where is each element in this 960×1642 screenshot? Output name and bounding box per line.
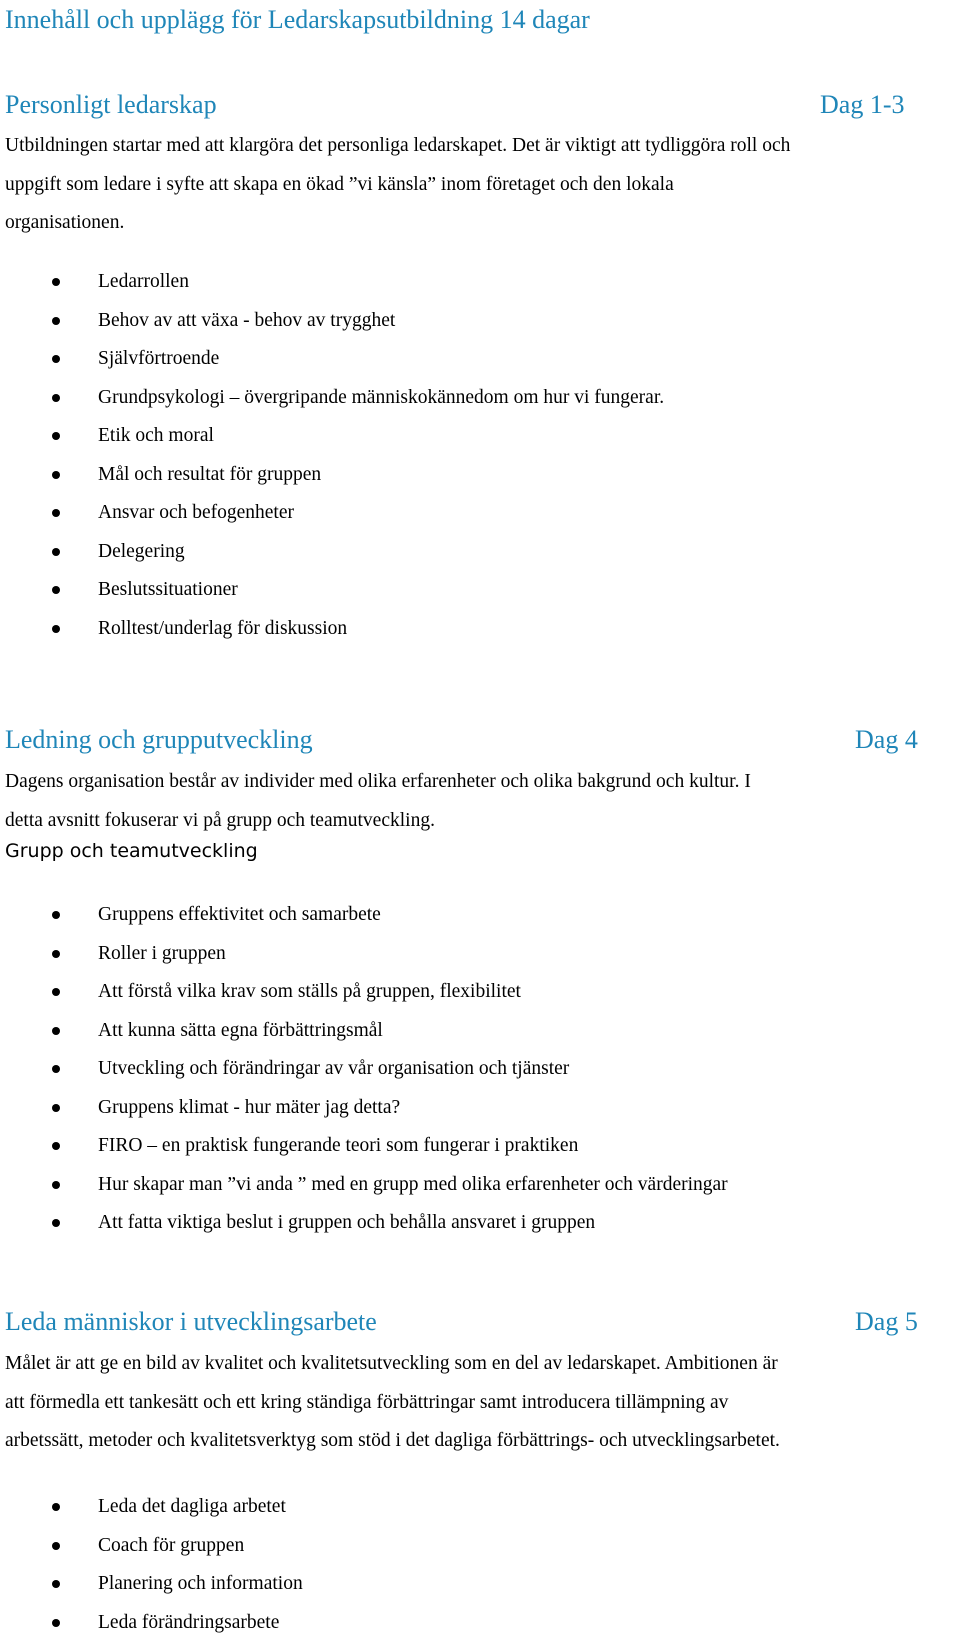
bullet-icon bbox=[52, 625, 60, 633]
intro-line: Dagens organisation består av individer med olika erfarenheter och olika bakgrund och kultur. I bbox=[5, 763, 955, 802]
bullet-icon bbox=[52, 1104, 60, 1112]
section-header-personligt-ledarskap bbox=[5, 87, 925, 123]
section-header-ledning-och-grupputveckling bbox=[5, 722, 925, 758]
intro-line: organisationen. bbox=[5, 204, 955, 243]
list-item-text: Ledarrollen bbox=[98, 263, 189, 302]
intro-line: uppgift som ledare i syfte att skapa en ökad ”vi känsla” inom företaget och den lokala bbox=[5, 166, 955, 205]
list-item-text: Planering och information bbox=[98, 1565, 303, 1604]
list-item-text: Gruppens effektivitet och samarbete bbox=[98, 896, 381, 935]
section-intro bbox=[5, 127, 955, 243]
list-item-text: Självförtroende bbox=[98, 340, 219, 379]
bullet-icon bbox=[52, 911, 60, 919]
section-title: Leda människor i utvecklingsarbete bbox=[5, 1304, 377, 1340]
list-item-text: Att förstå vilka krav som ställs på gruppen, flexibilitet bbox=[98, 973, 521, 1012]
bullet-icon bbox=[52, 548, 60, 556]
bullet-icon bbox=[52, 1219, 60, 1227]
intro-line: arbetssätt, metoder och kvalitetsverktyg som stöd i det dagliga förbättrings- och utvecklingsarbetet. bbox=[5, 1422, 955, 1461]
intro-line: Målet är att ge en bild av kvalitet och kvalitetsutveckling som en del av ledarskapet. Ambitionen är bbox=[5, 1345, 955, 1384]
document-title: Innehåll och upplägg för Ledarskapsutbildning 14 dagar bbox=[5, 2, 590, 38]
list-item-text: Coach för gruppen bbox=[98, 1527, 244, 1566]
intro-line: detta avsnitt fokuserar vi på grupp och teamutveckling. bbox=[5, 802, 955, 841]
bullet-icon bbox=[52, 1503, 60, 1511]
section-header-leda-manniskor bbox=[5, 1304, 925, 1340]
bullet-icon bbox=[52, 278, 60, 286]
section-day: Dag 5 bbox=[855, 1304, 918, 1340]
list-item-text: Delegering bbox=[98, 533, 185, 572]
bullet-icon bbox=[52, 988, 60, 996]
bullet-icon bbox=[52, 950, 60, 958]
intro-line: Utbildningen startar med att klargöra det personliga ledarskapet. Det är viktigt att tydliggöra roll och bbox=[5, 127, 955, 166]
bullet-icon bbox=[52, 471, 60, 479]
list-item-text: FIRO – en praktisk fungerande teori som fungerar i praktiken bbox=[98, 1127, 578, 1166]
bullet-icon bbox=[52, 432, 60, 440]
bullet-icon bbox=[52, 509, 60, 517]
bullet-icon bbox=[52, 1065, 60, 1073]
bullet-icon bbox=[52, 355, 60, 363]
list-item-text: Att kunna sätta egna förbättringsmål bbox=[98, 1012, 383, 1051]
bullet-icon bbox=[52, 317, 60, 325]
list-item-text: Behov av att växa - behov av trygghet bbox=[98, 302, 395, 341]
intro-line: att förmedla ett tankesätt och ett kring ständiga förbättringar samt introducera tillämpning av bbox=[5, 1384, 955, 1423]
subheading: Grupp och teamutveckling bbox=[5, 838, 258, 864]
list-item-text: Roller i gruppen bbox=[98, 935, 226, 974]
list-item-text: Beslutssituationer bbox=[98, 571, 238, 610]
bullet-icon bbox=[52, 394, 60, 402]
list-item-text: Leda det dagliga arbetet bbox=[98, 1488, 286, 1527]
section-day: Dag 4 bbox=[855, 722, 918, 758]
bullet-icon bbox=[52, 1619, 60, 1627]
list-item-text: Rolltest/underlag för diskussion bbox=[98, 610, 347, 649]
list-item-text: Att fatta viktiga beslut i gruppen och behålla ansvaret i gruppen bbox=[98, 1204, 595, 1243]
list-item-text: Leda förändringsarbete bbox=[98, 1604, 279, 1642]
section-title: Personligt ledarskap bbox=[5, 87, 217, 123]
section-title: Ledning och grupputveckling bbox=[5, 722, 313, 758]
bullet-icon bbox=[52, 1142, 60, 1150]
list-item-text: Gruppens klimat - hur mäter jag detta? bbox=[98, 1089, 400, 1128]
bullet-icon bbox=[52, 1580, 60, 1588]
list-item-text: Utveckling och förändringar av vår organisation och tjänster bbox=[98, 1050, 569, 1089]
list-item-text: Ansvar och befogenheter bbox=[98, 494, 294, 533]
list-item-text: Hur skapar man ”vi anda ” med en grupp med olika erfarenheter och värderingar bbox=[98, 1166, 728, 1205]
section-intro bbox=[5, 1345, 955, 1461]
section-intro bbox=[5, 763, 955, 840]
bullet-icon bbox=[52, 1542, 60, 1550]
list-item-text: Grundpsykologi – övergripande människokännedom om hur vi fungerar. bbox=[98, 379, 664, 418]
list-item-text: Etik och moral bbox=[98, 417, 214, 456]
bullet-icon bbox=[52, 1027, 60, 1035]
bullet-icon bbox=[52, 586, 60, 594]
section-day: Dag 1-3 bbox=[820, 87, 904, 123]
list-item-text: Mål och resultat för gruppen bbox=[98, 456, 321, 495]
bullet-icon bbox=[52, 1181, 60, 1189]
